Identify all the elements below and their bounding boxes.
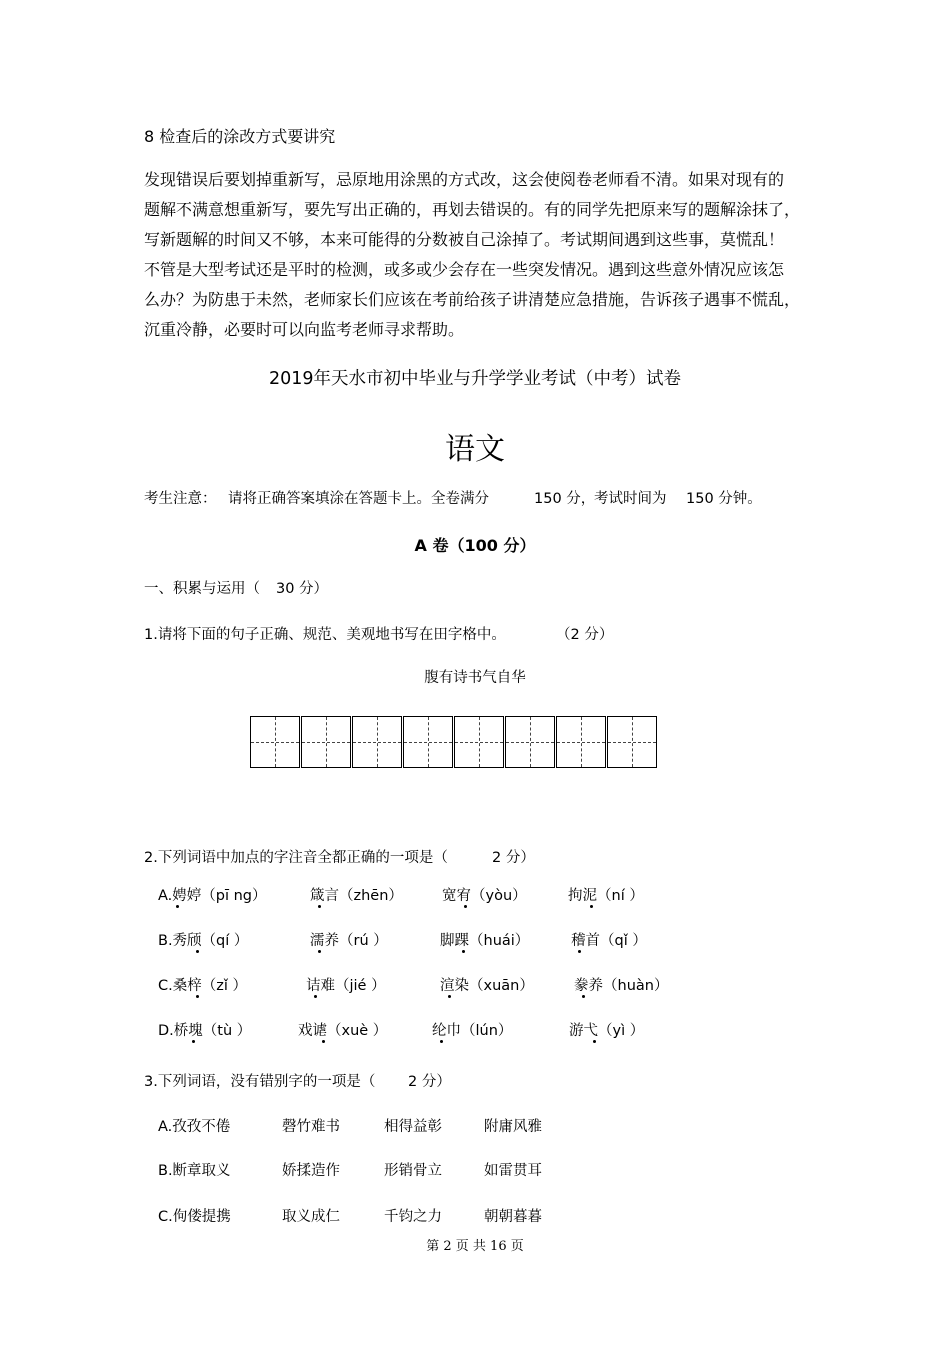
- q2-option-d-word: 游弋（yì ）: [569, 1023, 645, 1039]
- q2-option-b: B.秀颀（qí ）: [158, 933, 249, 949]
- emphasis-dot: [176, 905, 179, 908]
- q3-stem: 3.下列词语，没有错别字的一项是（: [144, 1074, 376, 1090]
- section-a-title: A 卷（100 分）: [414, 536, 536, 555]
- part1-heading: 一、积累与运用（: [144, 581, 260, 597]
- tianzige-cell[interactable]: [301, 716, 351, 768]
- tianzige-cell[interactable]: [505, 716, 555, 768]
- q2-option-a: A.娉婷（pī ng）: [158, 888, 267, 904]
- q3-option-a-word: 磬竹难书: [282, 1119, 340, 1135]
- emphasis-dot: [590, 905, 593, 908]
- tip-line: 题解不满意想重新写，要先写出正确的，再划去错误的。有的同学先把原来写的题解涂抹了，: [144, 200, 801, 219]
- q2-option-b-word: 脚踝（huái）: [440, 933, 530, 949]
- emphasis-dot: [318, 905, 321, 908]
- exam-title: 2019年天水市初中毕业与升学学业考试（中考）试卷: [268, 369, 682, 389]
- q2-option-d-word: 纶巾（lún）: [432, 1023, 513, 1039]
- q1-sentence: 腹有诗书气自华: [424, 670, 526, 686]
- q2-option-a-word: 箴言（zhēn）: [310, 888, 403, 904]
- emphasis-dot: [462, 950, 465, 953]
- q3-option-a-word: 附庸风雅: [484, 1119, 542, 1135]
- q2-option-b-word: 稽首（qǐ ）: [571, 933, 647, 949]
- q3-option-b: B.断章取义: [158, 1163, 231, 1179]
- notice-score: 150 分，: [534, 491, 596, 507]
- emphasis-dot: [440, 1040, 443, 1043]
- page-footer: 第 2 页 共 16 页: [426, 1239, 524, 1254]
- q1-stem: 1.请将下面的句子正确、规范、美观地书写在田字格中。: [144, 627, 506, 643]
- q2-option-c: C.桑梓（zǐ ）: [158, 978, 247, 994]
- q3-option-a: A.孜孜不倦: [158, 1119, 231, 1135]
- q2-score: 2 分）: [492, 850, 535, 866]
- notice-time: 150 分钟。: [686, 491, 762, 507]
- tianzige-grid[interactable]: [250, 716, 658, 768]
- q2-option-d-word: 戏谑（xuè ）: [298, 1023, 388, 1039]
- q2-option-a-word: 宽宥（yòu）: [442, 888, 527, 904]
- tianzige-cell[interactable]: [607, 716, 657, 768]
- q3-option-c-word: 取义成仁: [282, 1209, 340, 1225]
- tianzige-cell[interactable]: [556, 716, 606, 768]
- emphasis-dot: [318, 950, 321, 953]
- tip-line: 沉重冷静，必要时可以向监考老师寻求帮助。: [144, 320, 465, 339]
- tip-line: 不管是大型考试还是平时的检测，或多或少会存在一些突发情况。遇到这些意外情况应该怎: [144, 260, 785, 279]
- q3-option-b-word: 形销骨立: [384, 1163, 442, 1179]
- emphasis-dot: [464, 905, 467, 908]
- part1-score: 30 分）: [276, 581, 329, 597]
- q2-option-d: D.桥塊（tù ）: [158, 1023, 252, 1039]
- q3-option-b-word: 娇揉造作: [282, 1163, 340, 1179]
- emphasis-dot: [322, 1040, 325, 1043]
- tip-line: 么办？为防患于未然，老师家长们应该在考前给孩子讲清楚应急措施，告诉孩子遇事不慌乱，: [144, 290, 801, 309]
- emphasis-dot: [196, 950, 199, 953]
- q3-option-c-word: 千钧之力: [384, 1209, 442, 1225]
- q3-option-c-word: 朝朝暮暮: [484, 1209, 542, 1225]
- subject-title: 语文: [445, 432, 505, 467]
- notice-label: 考生注意：: [144, 491, 217, 507]
- tianzige-cell[interactable]: [403, 716, 453, 768]
- q2-option-c-word: 诘难（jié ）: [306, 978, 386, 994]
- q2-stem: 2.下列词语中加点的字注音全都正确的一项是（: [144, 850, 448, 866]
- tip-paragraph: [144, 165, 824, 345]
- tip-line: 发现错误后要划掉重新写，忌原地用涂黑的方式改，这会使阅卷老师看不清。如果对现有的: [144, 170, 785, 189]
- notice-time-label: 考试时间为: [594, 491, 667, 507]
- emphasis-dot: [448, 995, 451, 998]
- q1-score: （2 分）: [556, 627, 614, 643]
- emphasis-dot: [593, 1040, 596, 1043]
- notice-text: 请将正确答案填涂在答题卡上。全卷满分: [228, 491, 489, 507]
- q3-option-a-word: 相得益彰: [384, 1119, 442, 1135]
- emphasis-dot: [314, 995, 317, 998]
- emphasis-dot: [192, 1040, 195, 1043]
- tianzige-cell[interactable]: [250, 716, 300, 768]
- q2-option-c-word: 豢养（huàn）: [574, 978, 669, 994]
- q2-option-c-word: 渲染（xuān）: [440, 978, 534, 994]
- q3-score: 2 分）: [408, 1074, 451, 1090]
- tianzige-cell[interactable]: [454, 716, 504, 768]
- q2-option-b-word: 濡养（rú ）: [310, 933, 388, 949]
- emphasis-dot: [582, 995, 585, 998]
- tip-heading: 8 检查后的涂改方式要讲究: [144, 127, 336, 146]
- emphasis-dot: [578, 950, 581, 953]
- emphasis-dot: [196, 995, 199, 998]
- tianzige-cell[interactable]: [352, 716, 402, 768]
- tip-line: 写新题解的时间又不够，本来可能得的分数被自己涂掉了。考试期间遇到这些事，莫慌乱！: [144, 230, 785, 249]
- q3-option-c: C.佝偻提携: [158, 1209, 231, 1225]
- q3-option-b-word: 如雷贯耳: [484, 1163, 542, 1179]
- q2-option-a-word: 拘泥（ní ）: [568, 888, 644, 904]
